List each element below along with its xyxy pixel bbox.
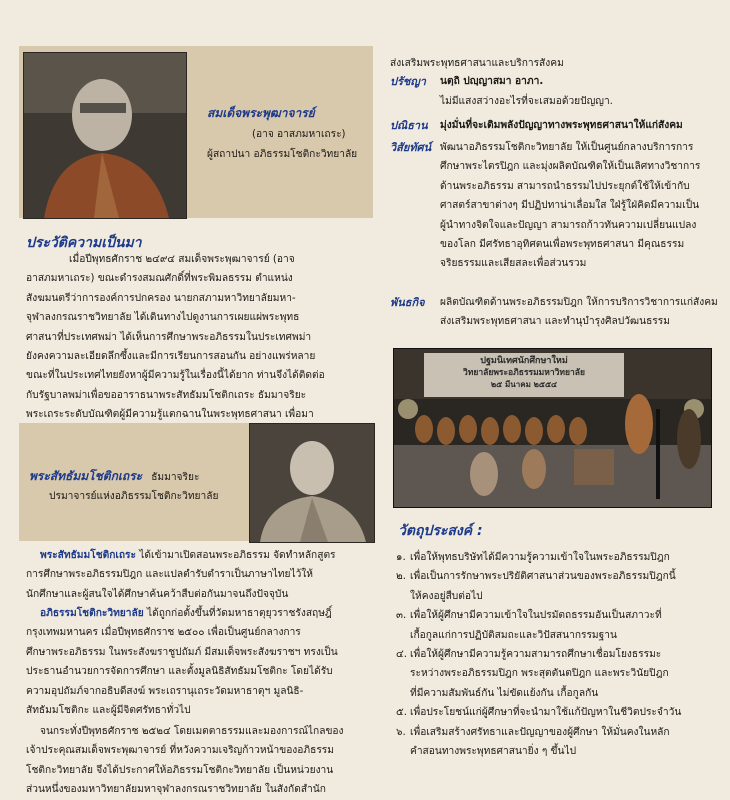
history-line: เมื่อปีพุทธศักราช ๒๔๙๔ สมเด็จพระพุฒาจารย์ (อาจ bbox=[69, 254, 295, 265]
para4-line: ส่วนหนึ่งของมหาวิทยาลัยมหาจุฬาลงกรณราชวิทยาลัย ในสังกัดสำนัก bbox=[26, 784, 326, 796]
vision-label: วิสัยทัศน์ bbox=[390, 141, 432, 154]
objective-item bbox=[396, 703, 716, 722]
philosophy-meaning: ไม่มีแสงสว่างอะไรที่จะเสมอด้วยปัญญา. bbox=[440, 96, 613, 107]
objective-num: ๓. bbox=[396, 610, 407, 622]
vision-line: ของโลก มีศรัทธาอุทิศตนเพื่อพระพุทธศาสนา มีคุณธรรม bbox=[440, 239, 685, 251]
para3-line: ศึกษาพระอภิธรรม ในพระสังฆราชูปถัมภ์ มีสมเด็จพระสังฆราชฯ ทรงเป็น bbox=[26, 646, 338, 658]
resolution-label: ปณิธาน bbox=[390, 119, 428, 132]
objective-item bbox=[396, 723, 716, 762]
objective-line: คำสอนทางพระพุทธศาสนายิ่ง ๆ ขึ้นไป bbox=[410, 746, 577, 758]
para2-lead: พระสัทธัมมโชติกเถระ bbox=[40, 550, 137, 561]
objective-item bbox=[396, 645, 716, 703]
mission-line: ผลิตบัณฑิตด้านพระอภิธรรมปิฎก ให้การบริการวิชาการแก่สังคม bbox=[440, 297, 718, 308]
history-body bbox=[26, 250, 376, 444]
objectives-heading: วัตถุประสงค์ : bbox=[398, 523, 483, 539]
saddhamma-portrait bbox=[249, 423, 375, 543]
saddhamma-suffix: ธัมมาจริยะ bbox=[151, 472, 200, 483]
objective-line: ระหว่างพระอภิธรรมปิฎก พระสุตตันตปิฎก และพระวินัยปิฎก bbox=[410, 668, 669, 680]
objective-num: ๕. bbox=[396, 707, 407, 719]
para3-line: กรุงเทพมหานคร เมื่อปีพุทธศักราช ๒๕๐๐ เพื่อเป็นศูนย์กลางการ bbox=[26, 627, 301, 639]
para4-line: เจ้าประคุณสมเด็จพระพุฒาจารย์ ที่หวังความเจริญก้าวหน้าของอภิธรรม bbox=[26, 745, 334, 757]
history-line: ยังคงความละเอียดลึกซึ้งและมีการเรียนการสอนกัน อย่างแพร่หลาย bbox=[26, 351, 316, 363]
objective-line: เพื่อเสริมสร้างศรัทธาและปัญญาของผู้ศึกษา ให้มั่นคงในหลัก bbox=[410, 726, 670, 738]
mission-label: พันธกิจ bbox=[390, 296, 425, 309]
objective-item bbox=[396, 567, 716, 606]
vision-body bbox=[440, 138, 700, 274]
mission-body bbox=[440, 293, 718, 332]
vision-line: ด้านพระอภิธรรม สามารถนำธรรมไปประยุกต์ใช้ให้เข้ากับ bbox=[440, 180, 690, 192]
para2-line: นักศึกษาและผู้สนใจได้ศึกษาค้นคว้าสืบต่อกันมาจนถึงปัจจุบัน bbox=[26, 588, 289, 600]
history-line: สังฆมนตรีว่าการองค์การปกครอง นายกสภามหาวิทยาลัยมหา- bbox=[26, 292, 296, 304]
saddhamma-role: ปรมาจารย์แห่งอภิธรรมโชติกะวิทยาลัย bbox=[49, 491, 219, 502]
somdet-name: สมเด็จพระพุฒาจารย์ bbox=[207, 106, 315, 120]
mission-line: ส่งเสริมพระพุทธศาสนา และทำนุบำรุงศิลปวัฒนธรรม bbox=[440, 316, 670, 328]
somdet-box bbox=[19, 46, 373, 218]
objective-line: เพื่อให้ผู้ศึกษามีความเข้าใจในปรมัตถธรรมอันเป็นสภาวะที่ bbox=[410, 610, 662, 622]
philosophy-pali: นตฺถิ ปญฺญาสมา อาภา. bbox=[440, 76, 544, 87]
para3-line: ได้ถูกก่อตั้งขึ้นที่วัดมหาธาตุยุวราชรังสฤษฎิ์ bbox=[146, 608, 332, 619]
history-line: พระเถระระดับบัณฑิตผู้มีความรู้แตกฉานในพระพุทธศาสนา เพื่อมา bbox=[26, 409, 314, 421]
para3-line: ประธานอำนวยการจัดการศึกษา และตั้งมูลนิธิสัทธัมมโชติกะ โดยได้รับ bbox=[26, 666, 333, 678]
para2-line: การศึกษาพระอภิธรรมปิฎก และแปลตำรับตำราเป็นภาษาไทยไว้ให้ bbox=[26, 569, 314, 581]
somdet-portrait bbox=[23, 52, 187, 219]
objective-num: ๖. bbox=[396, 726, 406, 738]
para4-line: โชติกะวิทยาลัย จึงได้ประกาศให้อภิธรรมโชติกะวิทยาลัย เป็นหน่วยงาน bbox=[26, 764, 334, 776]
objectives-list bbox=[396, 548, 716, 761]
history-line: จุฬาลงกรณราชวิทยาลัย ได้เดินทางไปดูงานการเผยแผ่พระพุทธ bbox=[26, 312, 300, 324]
history-line: ศาสนาที่ประเทศพม่า ได้เห็นการศึกษาพระอภิธรรมในประเทศพม่า bbox=[26, 331, 312, 343]
objective-num: ๔. bbox=[396, 649, 407, 661]
para3-line: ความอุปถัมภ์จากอธิบดีสงฆ์ พระเถรานุเถระวัดมหาธาตุฯ มูลนิธิ- bbox=[26, 685, 304, 697]
vision-line: พัฒนาอภิธรรมโชติกะวิทยาลัย ให้เป็นศูนย์กลางบริการการ bbox=[440, 142, 694, 153]
para2-line: ได้เข้ามาเปิดสอนพระอภิธรรม จัดทำหลักสูตร bbox=[139, 550, 336, 561]
saddhamma-box bbox=[19, 423, 373, 541]
objective-line: เกื้อกูลแก่การปฏิบัติสมถะและวิปัสสนากรรมฐาน bbox=[410, 629, 617, 641]
resolution-text: มุ่งมั่นที่จะเติมพลังปัญญาทางพระพุทธศาสนาให้แก่สังคม bbox=[440, 120, 683, 131]
ceremony-photo bbox=[393, 348, 712, 508]
philosophy-label: ปรัชญา bbox=[390, 75, 426, 88]
history-line: อาสภมหาเถระ) ขณะดำรงสมณศักดิ์ที่พระพิมลธรรม ตำแหน่ง bbox=[26, 273, 293, 285]
objective-line: เพื่อให้พุทธบริษัทได้มีความรู้ความเข้าใจในพระอภิธรรมปิฎก bbox=[410, 552, 670, 563]
history-line: ขณะที่ในประเทศไทยยังหาผู้มีความรู้ในเรื่องนี้ได้ยาก ท่านจึงได้ติดต่อ bbox=[26, 370, 325, 382]
somdet-alias: (อาจ อาสภมหาเถระ) bbox=[252, 129, 346, 140]
vision-line: ศาสตร์สาขาต่างๆ มีปฏิปทาน่าเลื่อมใส ใฝ่รู้ใฝ่คิดมีความเป็น bbox=[440, 200, 700, 212]
history-line: กับรัฐบาลพม่าเพื่อขออาราธนาพระสัทธัมมโชติกเถระ ธัมมาจริยะ bbox=[26, 389, 307, 401]
objective-line: เพื่อเป็นการรักษาพระปริยัติศาสนาส่วนของพระอภิธรรมปิฎกนี้ bbox=[410, 571, 676, 583]
somdet-role: ผู้สถาปนา อภิธรรมโชติกะวิทยาลัย bbox=[207, 149, 358, 160]
objective-line: ที่มีความสัมพันธ์กัน ไม่ขัดแย้งกัน เกื้อกูลกัน bbox=[410, 687, 599, 699]
para4-line: จนกระทั่งปีพุทธศักราช ๒๕๒๔ โดยเมตตาธรรมและมองการณ์ไกลของ bbox=[40, 726, 344, 737]
objective-item bbox=[396, 606, 716, 645]
para3-lead: อภิธรรมโชติกะวิทยาลัย bbox=[40, 608, 144, 619]
objective-line: ให้คงอยู่สืบต่อไป bbox=[410, 590, 483, 602]
objective-num: ๑. bbox=[396, 552, 406, 563]
vision-line: ผู้นำทางจิตใจและปัญญา สามารถก้าวทันความเปลี่ยนแปลง bbox=[440, 219, 697, 231]
intro-line: ส่งเสริมพระพุทธศาสนาและบริการสังคม bbox=[390, 58, 564, 69]
vision-line: ศึกษาพระไตรปิฎก และมุ่งผลิตบัณฑิตให้เป็นเลิศทางวิชาการ bbox=[440, 161, 701, 173]
banner-line2: วิทยาลัยพระอภิธรรมมหาวิทยาลัย bbox=[463, 368, 585, 378]
objective-line: เพื่อให้ผู้ศึกษามีความรู้ความสามารถศึกษาเชื่อมโยงธรรมะ bbox=[410, 649, 662, 661]
para2 bbox=[26, 546, 376, 604]
para3 bbox=[26, 604, 376, 720]
objective-item bbox=[396, 548, 716, 567]
objective-num: ๒. bbox=[396, 571, 406, 583]
banner-line1: ปฐมนิเทศนักศึกษาใหม่ bbox=[480, 356, 568, 366]
para3-line: สัทธัมมโชติกะ และผู้มีจิตศรัทธาทั่วไป bbox=[26, 705, 191, 717]
vision-line: จริยธรรมและเสียสละเพื่อส่วนรวม bbox=[440, 258, 587, 270]
para4 bbox=[26, 722, 376, 800]
banner-line3: ๒๕ มีนาคม ๒๕๕๔ bbox=[490, 380, 558, 389]
history-heading: ประวัติความเป็นมา bbox=[26, 235, 142, 251]
saddhamma-name: พระสัทธัมมโชติกเถระ bbox=[29, 469, 143, 483]
objective-line: เพื่อประโยชน์แก่ผู้ศึกษาที่จะนำมาใช้แก้ปัญหาในชีวิตประจำวัน bbox=[410, 707, 682, 719]
